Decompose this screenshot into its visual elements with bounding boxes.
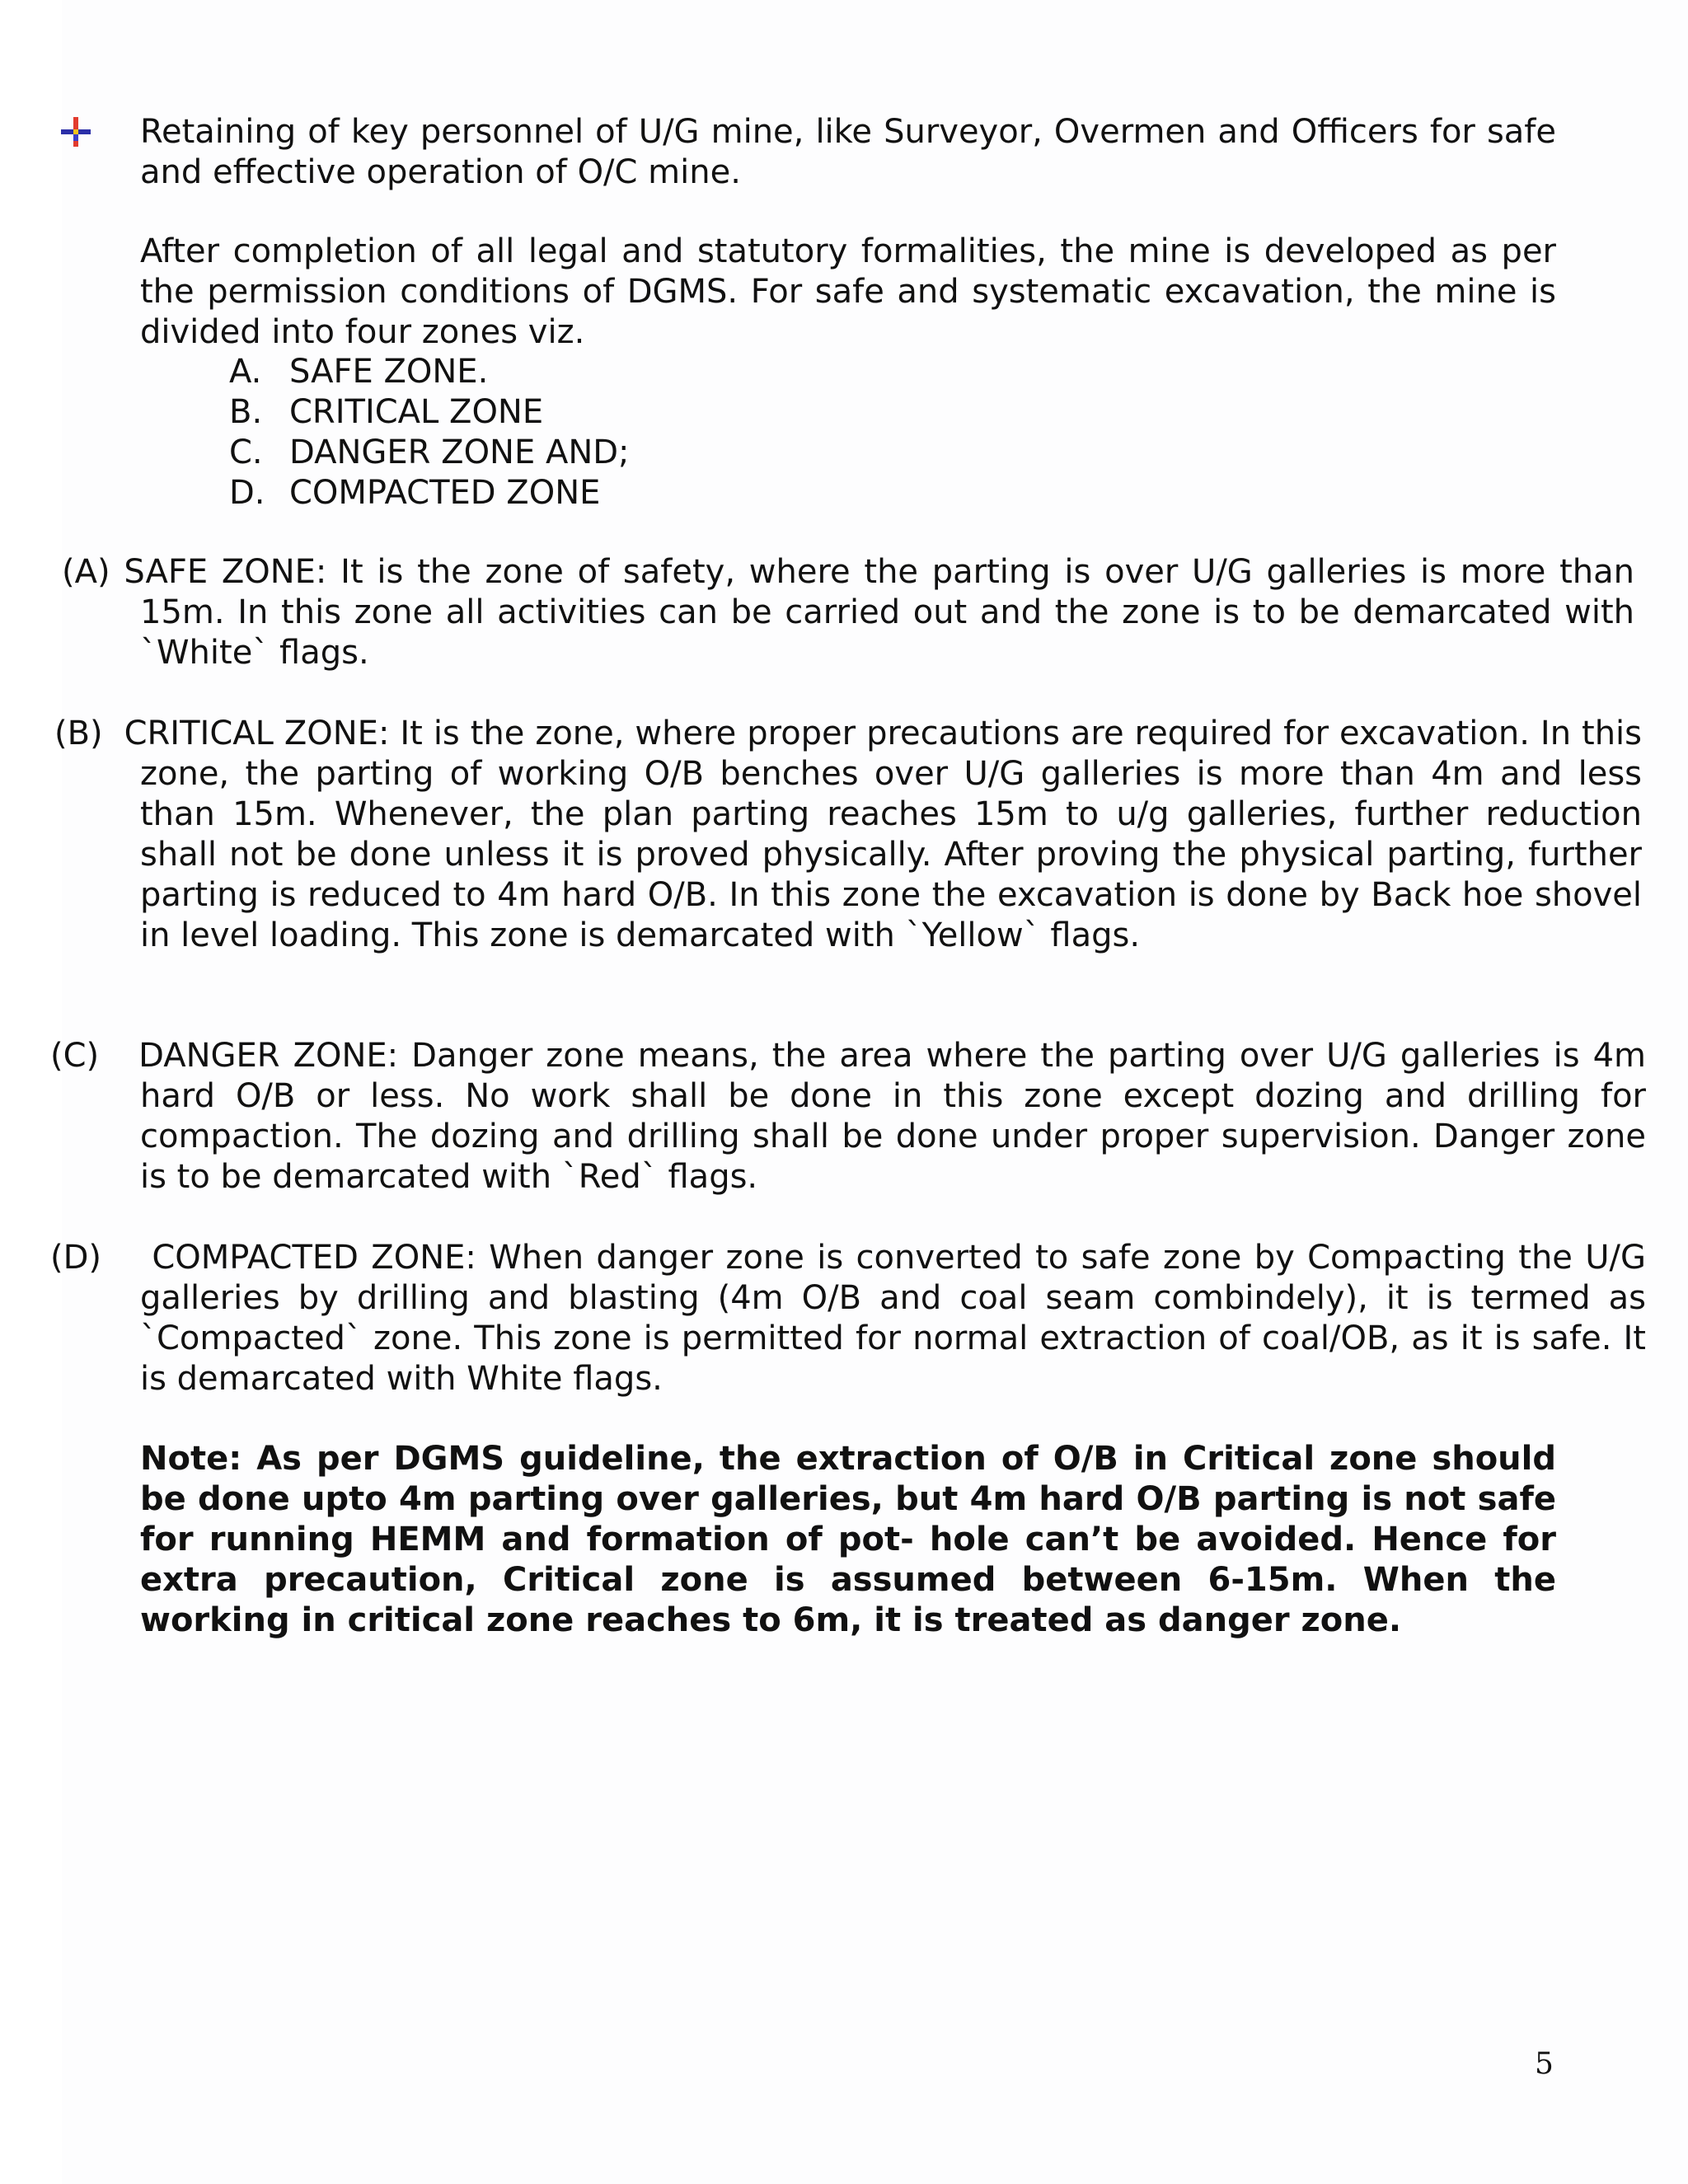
- section-marker: (A): [62, 553, 110, 591]
- zone-list: [229, 352, 630, 513]
- list-letter: B.: [229, 393, 263, 431]
- section-text: DANGER ZONE: Danger zone means, the area where the parting over U/G galleries is 4m hard O/B or less. No work shall be done in this zone except dozing and drilling for compaction. The dozing and drilling shall be done under proper supervision. Danger zone is to be demarcated with `Red` flags.: [138, 1037, 1646, 1196]
- zone-list-item: [229, 473, 630, 513]
- section-marker: (B): [54, 715, 103, 752]
- list-letter: D.: [229, 474, 265, 512]
- section-marker: (D): [50, 1239, 102, 1277]
- intro-paragraph: After completion of all legal and statutory formalities, the mine is developed as per the permission conditions of DGMS. For safe and systematic excavation, the mine is divided into four zones viz.: [140, 232, 1556, 351]
- bullet-paragraph: Retaining of key personnel of U/G mine, like Surveyor, Overmen and Officers for safe and effective operation of O/C mine.: [140, 113, 1556, 191]
- note-paragraph: Note: As per DGMS guideline, the extraction of O/B in Critical zone should be done upto 4m parting over galleries, but 4m hard O/B parting is not safe for running HEMM and formation of pot- hole can’t be avoided. Hence for extra precaution, Critical zone is assumed between 6-15m. When the working in critical zone reaches to 6m, it is treated as danger zone.: [140, 1440, 1556, 1639]
- section-marker: (C): [50, 1037, 100, 1075]
- zone-list-item: [229, 352, 630, 392]
- list-letter: A.: [229, 353, 262, 391]
- section-compacted-zone: [50, 1238, 1646, 1399]
- section-text: COMPACTED ZONE: When danger zone is converted to safe zone by Compacting the U/G galleries by drilling and blasting (4m O/B and coal seam combindely), it is termed as `Compacted` zone. This zone is permitted for normal extraction of coal/OB, as it is safe. It is demarcated with White flags.: [140, 1239, 1646, 1398]
- list-label: SAFE ZONE.: [289, 353, 489, 391]
- section-danger-zone: [50, 1036, 1646, 1197]
- zone-list-item: [229, 392, 630, 433]
- list-label: CRITICAL ZONE: [289, 393, 544, 431]
- list-label: DANGER ZONE AND;: [289, 434, 630, 471]
- section-text: SAFE ZONE: It is the zone of safety, where the parting is over U/G galleries is more than 15m. In this zone all activities can be carried out and the zone is to be demarcated with `White` flags.: [124, 553, 1634, 672]
- list-letter: C.: [229, 434, 263, 471]
- page-number: 5: [1535, 2047, 1554, 2081]
- list-label: COMPACTED ZONE: [289, 474, 601, 512]
- four-point-star-bullet-icon: [59, 115, 92, 148]
- section-critical-zone: [54, 714, 1642, 956]
- section-safe-zone: [62, 552, 1634, 673]
- zone-list-item: [229, 433, 630, 473]
- section-text: CRITICAL ZONE: It is the zone, where proper precautions are required for excavation. In this zone, the parting of working O/B benches over U/G galleries is more than 4m and less than 15m. Whenever, the plan parting reaches 15m to u/g galleries, further reduction shall not be done unless it is proved physically. After proving the physical parting, further parting is reduced to 4m hard O/B. In this zone the excavation is done by Back hoe shovel in level loading. This zone is demarcated with `Yellow` flags.: [124, 715, 1643, 954]
